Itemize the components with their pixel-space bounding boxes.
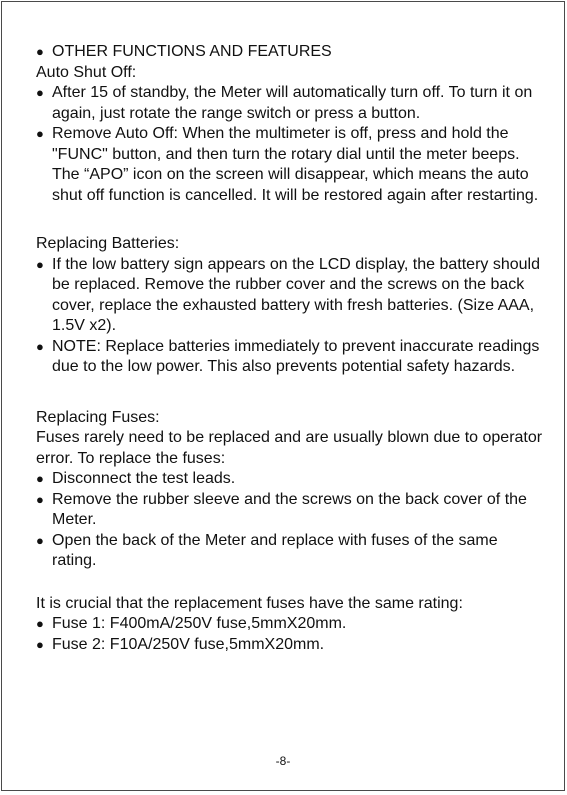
list-item	[36, 490, 546, 531]
replacing-fuses-title: Replacing Fuses:	[36, 408, 160, 426]
bullet-icon: ●	[36, 491, 44, 507]
bullet-icon: ●	[36, 338, 44, 354]
page-number: -8-	[275, 754, 291, 768]
bullet-icon: ●	[36, 616, 44, 631]
page-content	[36, 42, 546, 683]
page-heading	[36, 42, 546, 63]
bullet-icon: ●	[36, 85, 44, 100]
list-item	[36, 337, 546, 378]
list-item-text: Open the back of the Meter and replace with fuses of the same rating.	[52, 531, 498, 569]
replacing-batteries-section	[36, 234, 546, 378]
list-item	[36, 635, 546, 656]
list-item	[36, 469, 546, 490]
list-item-text: After 15 of standby, the Meter will automatically turn off. To turn it on again, just rotate the range switch or press a button.	[52, 84, 533, 122]
replacing-batteries-title: Replacing Batteries:	[36, 235, 180, 252]
list-item	[36, 531, 546, 572]
manual-page	[1, 1, 565, 791]
list-item-text: If the low battery sign appears on the LCD display, the battery should be replaced. Remove the rubber cover and the screws on the back cover, replace the exhausted battery with fresh batteries. (Size AAA, 1.5V x2).	[52, 255, 540, 334]
list-item-text: Remove the rubber sleeve and the screws on the back cover of the Meter.	[52, 490, 527, 528]
list-item	[36, 124, 546, 206]
bullet-icon: ●	[36, 471, 44, 486]
auto-shut-off-title: Auto Shut Off:	[36, 63, 137, 81]
list-item-text: Remove Auto Off: When the multimeter is off, press and hold the "FUNC" button, and then turn the rotary dial until the meter beeps. The “APO” icon on the screen will disappear, which means the auto shut off function is cancelled. It will be restored again after restarting.	[52, 125, 539, 204]
list-item	[36, 614, 546, 635]
bullet-icon: ●	[36, 44, 44, 59]
replacing-fuses-intro: Fuses rarely need to be replaced and are usually blown due to operator error. To replace the fuses:	[36, 429, 543, 467]
list-item-text: NOTE: Replace batteries immediately to prevent inaccurate readings due to the low power. This also prevents potential safety hazards.	[52, 337, 540, 375]
list-item-text: Fuse 1: F400mA/250V fuse,5mmX20mm.	[52, 615, 347, 632]
list-item	[36, 83, 546, 124]
bullet-icon: ●	[36, 256, 44, 272]
bullet-icon: ●	[36, 532, 44, 548]
bullet-icon: ●	[36, 636, 44, 652]
list-item-text: Fuse 2: F10A/250V fuse,5mmX20mm.	[52, 635, 325, 653]
fuse-rating-section	[36, 594, 546, 656]
bullet-icon: ●	[36, 126, 44, 141]
fuse-rating-intro: It is crucial that the replacement fuses have the same rating:	[36, 594, 463, 612]
heading-text: OTHER FUNCTIONS AND FEATURES	[52, 43, 332, 60]
list-item-text: Disconnect the test leads.	[52, 470, 236, 487]
auto-shut-off-section	[36, 63, 546, 207]
replacing-fuses-section	[36, 408, 546, 572]
list-item	[36, 255, 546, 337]
